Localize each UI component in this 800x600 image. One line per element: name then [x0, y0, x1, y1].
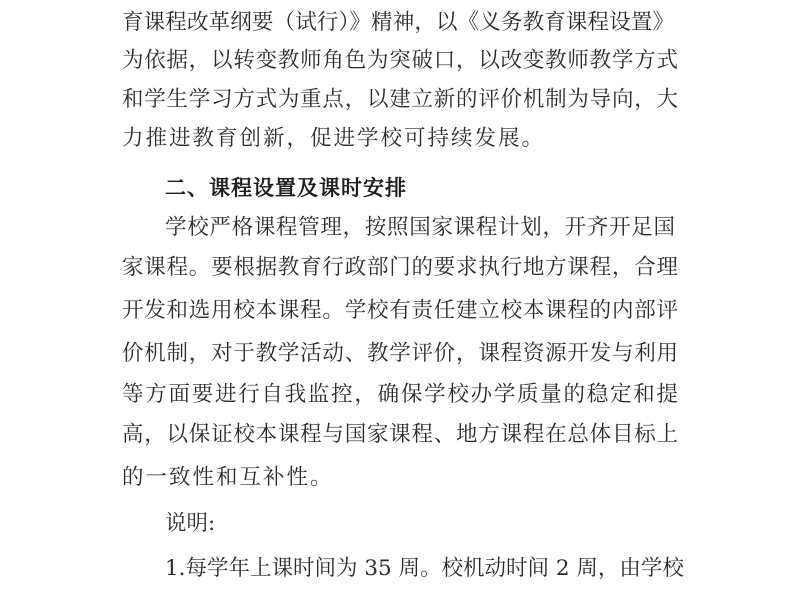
paragraph-line: [0, 211, 800, 245]
paragraph-line: [0, 378, 800, 412]
paragraph-line: [0, 251, 800, 285]
paragraph-line: [0, 44, 800, 78]
note-label-line: [0, 507, 800, 541]
paragraph-line: [0, 418, 800, 452]
section-heading-line: [0, 171, 800, 205]
paragraph-1-line-3: 和学生学习方式为重点，以建立新的评价机制为导向，大: [122, 87, 678, 112]
paragraph-2-line-6: 高，以保证校本课程与国家课程、地方课程在总体目标上: [122, 422, 678, 447]
paragraph-line: [0, 6, 800, 40]
paragraph-line: [0, 294, 800, 328]
paragraph-2-line-3: 开发和选用校本课程。学校有责任建立校本课程的内部评: [122, 298, 678, 323]
note-label: 说明:: [165, 511, 216, 536]
paragraph-2-line-1: 学校严格课程管理，按照国家课程计划，开齐开足国: [165, 215, 675, 240]
paragraph-line: [0, 337, 800, 371]
paragraph-2-line-4: 价机制，对于教学活动、教学评价，课程资源开发与利用: [122, 341, 678, 366]
paragraph-line: [0, 461, 800, 495]
paragraph-2-line-7: 的一致性和互补性。: [122, 465, 334, 490]
note-line: [0, 552, 800, 586]
paragraph-line: [0, 122, 800, 156]
paragraph-1-line-1: 育课程改革纲要（试行）》精神，以《义务教育课程设置》: [122, 10, 674, 35]
note-item-1: 1.每学年上课时间为 35 周。校机动时间 2 周，由学校: [165, 556, 684, 581]
paragraph-2-line-5: 等方面要进行自我监控，确保学校办学质量的稳定和提: [122, 382, 678, 407]
paragraph-line: [0, 83, 800, 117]
paragraph-1-line-4: 力推进教育创新，促进学校可持续发展。: [122, 126, 546, 151]
section-heading: 二、课程设置及课时安排: [165, 176, 407, 200]
paragraph-2-line-2: 家课程。要根据教育行政部门的要求执行地方课程，合理: [122, 255, 678, 280]
paragraph-1-line-2: 为依据，以转变教师角色为突破口，以改变教师教学方式: [122, 48, 678, 73]
